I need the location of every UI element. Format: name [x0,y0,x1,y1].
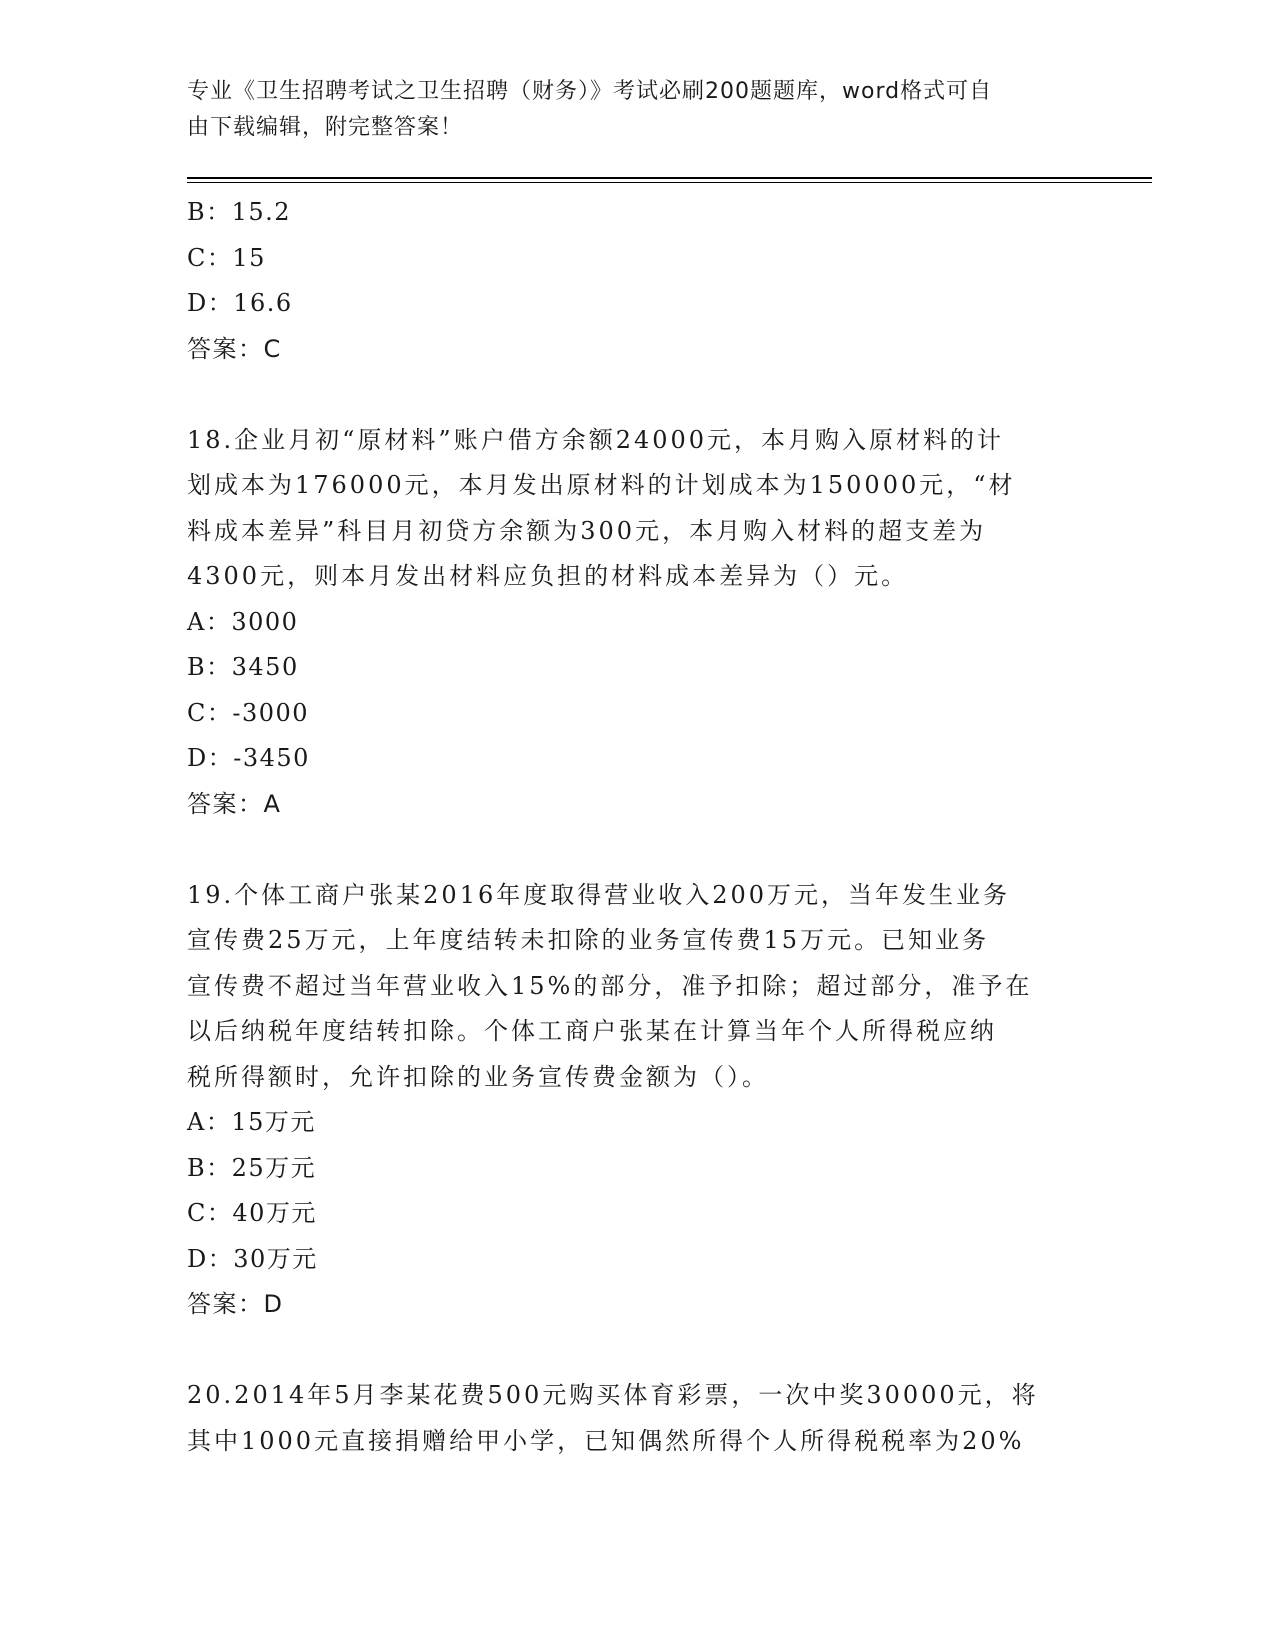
spacer [187,372,1087,418]
answer: 答案：A [187,789,282,818]
stem-line: 其中1000元直接捐赠给甲小学，已知偶然所得个人所得税税率为20% [187,1426,1025,1455]
option-b: B：3450 [187,653,299,681]
spacer [187,827,1087,873]
stem-line: 宣传费不超过当年营业收入15%的部分，准予扣除；超过部分，准予在 [187,971,1033,1000]
document-header [187,74,1067,146]
answer: 答案：D [187,1290,284,1318]
stem-line: 料成本差异”科目月初贷方余额为300元，本月购入材料的超支差为 [187,516,987,545]
option-c: C：15 [187,243,266,272]
stem-line: 4300元，则本月发出材料应负担的材料成本差异为（）元。 [187,562,909,590]
option-d: D：16.6 [187,289,293,317]
option-d: D：30万元 [187,1244,318,1273]
stem-line: 以后纳税年度结转扣除。个体工商户张某在计算当年个人所得税应纳 [187,1017,997,1045]
question-stem [187,1373,1067,1464]
header-line-2: 由下载编辑，附完整答案！ [187,115,464,140]
spacer [187,1328,1087,1374]
stem-line: 税所得额时，允许扣除的业务宣传费金额为（）。 [187,1062,769,1091]
option-c: C：-3000 [187,698,310,727]
stem-line: 宣传费25万元，上年度结转未扣除的业务宣传费15万元。已知业务 [187,926,990,954]
header-rule-thin [187,182,1152,183]
question-stem [187,418,1067,600]
question-20 [187,1373,1087,1464]
stem-line: 19.个体工商户张某2016年度取得营业收入200万元，当年发生业务 [187,880,1011,909]
option-d: D：-3450 [187,744,310,772]
question-18 [187,418,1087,828]
option-a: A：15万元 [187,1108,316,1136]
answer: 答案：C [187,334,282,363]
stem-line: 20.2014年5月李某花费500元购买体育彩票，一次中奖30000元，将 [187,1381,1039,1409]
question-stem [187,873,1067,1101]
document-body [187,190,1087,1464]
stem-line: 18.企业月初“原材料”账户借方余额24000元，本月购入原材料的计 [187,425,1005,454]
header-rule-thick [187,177,1152,179]
stem-line: 划成本为176000元，本月发出原材料的计划成本为150000元，“材 [187,471,1016,499]
option-c: C：40万元 [187,1199,317,1227]
question-19 [187,873,1087,1328]
header-line-1: 专业《卫生招聘考试之卫生招聘（财务）》考试必刷200题题库，word格式可自 [187,79,993,104]
option-b: B：25万元 [187,1153,317,1182]
question-17 [187,190,1087,372]
option-b: B：15.2 [187,198,292,226]
option-a: A：3000 [187,607,299,636]
